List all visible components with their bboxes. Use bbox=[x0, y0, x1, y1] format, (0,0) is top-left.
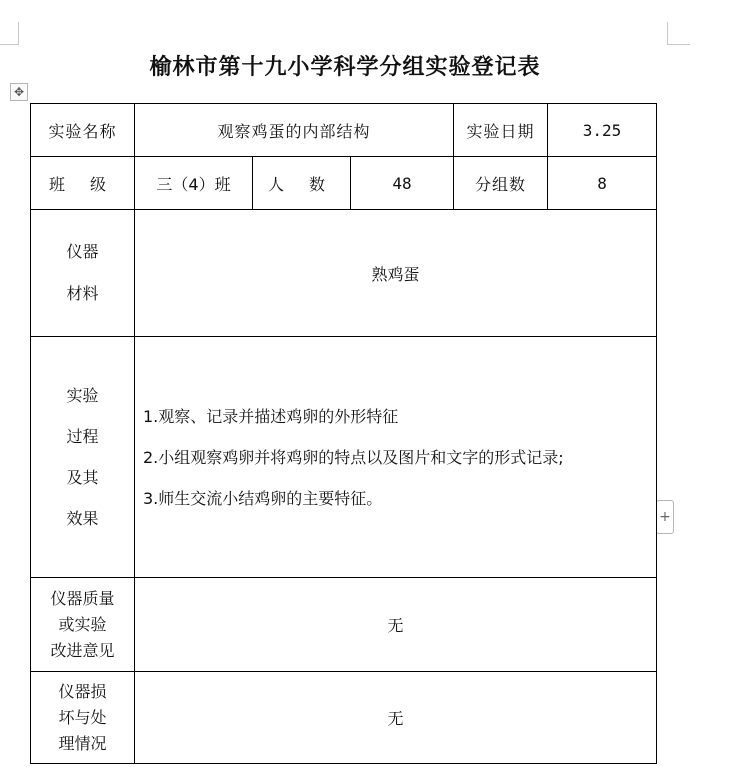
form-title: 榆林市第十九小学科学分组实验登记表 bbox=[149, 54, 541, 80]
label-line: 材料 bbox=[66, 284, 99, 303]
class-label: 班 级 bbox=[31, 157, 135, 210]
process-step: 3.师生交流小结鸡卵的主要特征。 bbox=[143, 488, 383, 508]
process-step: 2.小组观察鸡卵并将鸡卵的特点以及图片和文字的形式记录; bbox=[143, 447, 564, 467]
group-count-value[interactable]: 8 bbox=[548, 157, 657, 210]
page-corner-mark-right bbox=[667, 22, 690, 45]
class-value[interactable]: 三（4）班 bbox=[135, 157, 253, 210]
process-effect-value[interactable] bbox=[135, 337, 657, 578]
experiment-name-value[interactable]: 观察鸡蛋的内部结构 bbox=[135, 104, 454, 157]
damage-handling-label bbox=[31, 672, 135, 764]
table-move-handle-icon[interactable]: ✥ bbox=[10, 83, 28, 101]
experiment-date-value[interactable]: 3.25 bbox=[548, 104, 657, 157]
page-corner-mark-left bbox=[0, 22, 19, 45]
experiment-name-label: 实验名称 bbox=[31, 104, 135, 157]
label-line: 仪器损 bbox=[58, 681, 107, 701]
experiment-date-label: 实验日期 bbox=[454, 104, 548, 157]
table-row bbox=[31, 672, 657, 764]
label-line: 效果 bbox=[66, 509, 99, 528]
people-count-value[interactable]: 48 bbox=[351, 157, 454, 210]
process-step: 1.观察、记录并描述鸡卵的外形特征 bbox=[143, 406, 399, 426]
table-row bbox=[31, 104, 657, 157]
table-row bbox=[31, 157, 657, 210]
label-line: 仪器质量 bbox=[50, 588, 115, 608]
experiment-registration-table bbox=[30, 103, 657, 764]
process-effect-label bbox=[31, 337, 135, 578]
people-count-label: 人 数 bbox=[253, 157, 351, 210]
equipment-materials-label bbox=[31, 210, 135, 337]
table-row bbox=[31, 578, 657, 672]
label-line: 及其 bbox=[66, 468, 99, 487]
equipment-materials-value[interactable]: 熟鸡蛋 bbox=[135, 210, 657, 337]
quality-feedback-value[interactable]: 无 bbox=[135, 578, 657, 672]
add-column-button[interactable]: + bbox=[656, 500, 674, 534]
label-line: 或实验 bbox=[58, 614, 107, 634]
quality-feedback-label bbox=[31, 578, 135, 672]
label-line: 仪器 bbox=[66, 242, 99, 261]
label-line: 坏与处 bbox=[58, 707, 107, 727]
damage-handling-value[interactable]: 无 bbox=[135, 672, 657, 764]
label-line: 过程 bbox=[66, 427, 99, 446]
table-row bbox=[31, 337, 657, 578]
table-row bbox=[31, 210, 657, 337]
label-line: 实验 bbox=[66, 386, 99, 405]
group-count-label: 分组数 bbox=[454, 157, 548, 210]
label-line: 改进意见 bbox=[50, 640, 115, 660]
label-line: 理情况 bbox=[58, 733, 107, 753]
